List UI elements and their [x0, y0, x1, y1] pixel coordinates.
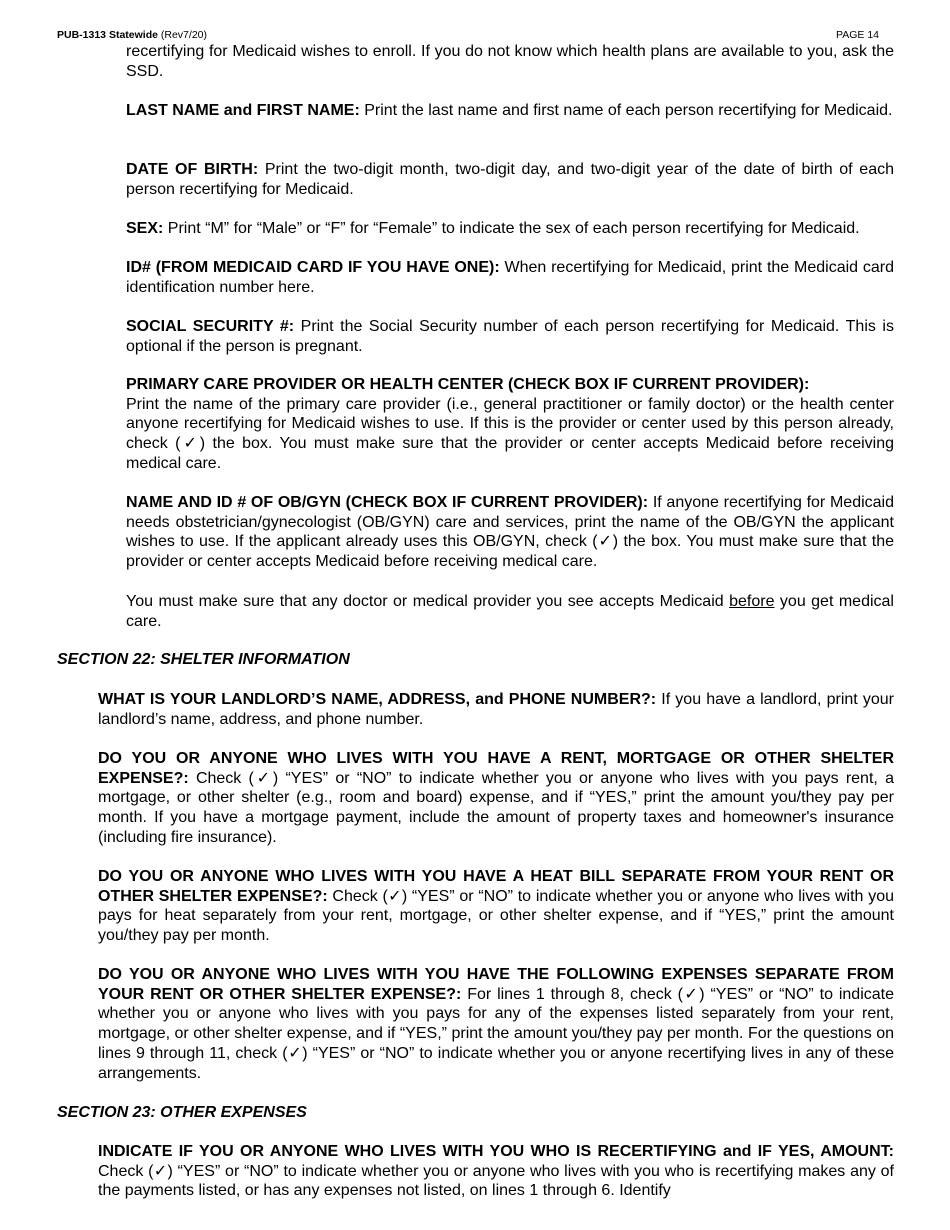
landlord-paragraph [98, 690, 894, 729]
rent-label: DO YOU OR ANYONE WHO LIVES WITH YOU HAVE A RENT, MORTGAGE OR OTHER SHELTER EXPENSE?: [98, 750, 894, 787]
landlord-text: If you have a landlord, print your landlord’s name, address, and phone number. [98, 691, 895, 728]
last-first-name-label: LAST NAME and FIRST NAME: [126, 102, 360, 119]
indicate-text: Check (✓) “YES” or “NO” to indicate whether you or anyone who lives with you who is recertifying makes any of the payments listed, or has any expenses not listed, on lines 1 through 6. Identify [98, 1162, 894, 1200]
form-id-header [57, 29, 207, 41]
primary-care-paragraph [126, 375, 894, 474]
following-expenses-label: DO YOU OR ANYONE WHO LIVES WITH YOU HAVE THE FOLLOWING EXPENSES SEPARATE FROM YOUR RENT OR OTHER SHELTER EXPENSE?: [98, 966, 894, 1003]
intro-continued: recertifying for Medicaid wishes to enroll. If you do not know which health plans are available to you, ask the SSD. [126, 43, 894, 80]
heat-label: DO YOU OR ANYONE WHO LIVES WITH YOU HAVE A HEAT BILL SEPARATE FROM YOUR RENT OR OTHER SHELTER EXPENSE?: [98, 868, 894, 905]
date-of-birth-label: DATE OF BIRTH: [126, 161, 259, 178]
last-first-name-paragraph [126, 101, 894, 121]
rent-text: Check (✓) “YES” or “NO” to indicate whether you or anyone who lives with you pays rent, a mortgage, or other shelter (e.g., room and board) expense, and if “YES,” print the amount you/they pay per month. If you have a mortgage payment, include the amount of property taxes and homeowner's insurance (including fire insurance). [98, 769, 894, 846]
primary-care-label: PRIMARY CARE PROVIDER OR HEALTH CENTER (CHECK BOX IF CURRENT PROVIDER): [126, 376, 810, 393]
ssn-text: Print the Social Security number of each person recertifying for Medicaid. This is optional if the person is pregnant. [126, 318, 894, 355]
id-number-paragraph [126, 258, 894, 297]
sex-label: SEX: [126, 220, 164, 237]
date-of-birth-paragraph [126, 160, 894, 199]
accepts-note-pre: You must make sure that any doctor or medical provider you see accepts Medicaid [126, 593, 730, 610]
rent-paragraph [98, 749, 894, 848]
landlord-label: WHAT IS YOUR LANDLORD’S NAME, ADDRESS, and PHONE NUMBER?: [98, 691, 657, 708]
indicate-label: INDICATE IF YOU OR ANYONE WHO LIVES WITH YOU WHO IS RECERTIFYING and IF YES, AMOUNT: [98, 1143, 894, 1160]
last-first-name-text: Print the last name and first name of each person recertifying for Medicaid. [364, 102, 893, 119]
heat-text: Check (✓) “YES” or “NO” to indicate whether you or anyone who lives with you pays for heat separately from your rent, mortgage, or other shelter expense, and if “YES,” print the amount you/they pay per month. [98, 887, 894, 945]
page-number: PAGE 14 [836, 29, 879, 41]
obgyn-label: NAME AND ID # OF OB/GYN (CHECK BOX IF CURRENT PROVIDER): [126, 494, 649, 511]
primary-care-text: Print the name of the primary care provider (i.e., general practitioner or family doctor) or the health center anyone recertifying for Medicaid wishes to use. If this is the provider or center used by this person already, check (✓) the box. You must make sure that the provider or center accepts Medicaid before receiving medical care. [126, 395, 894, 472]
section-22-title: SECTION 22: SHELTER INFORMATION [57, 651, 350, 668]
id-number-label: ID# (FROM MEDICAID CARD IF YOU HAVE ONE): [126, 259, 500, 276]
accepts-note-post: you get medical care. [126, 593, 894, 630]
section-23-title: SECTION 23: OTHER EXPENSES [57, 1104, 307, 1121]
date-of-birth-text: Print the two-digit month, two-digit day, and two-digit year of the date of birth of each person recertifying for Medicaid. [126, 161, 895, 198]
heat-paragraph [98, 867, 894, 946]
accepts-medicaid-note [126, 592, 894, 631]
ssn-paragraph [126, 317, 894, 356]
form-revision: (Rev7/20) [160, 29, 207, 41]
obgyn-paragraph [126, 493, 894, 572]
form-id: PUB-1313 Statewide [57, 29, 158, 41]
ssn-label: SOCIAL SECURITY #: [126, 318, 295, 335]
sex-text: Print “M” for “Male” or “F” for “Female” to indicate the sex of each person recertifying for Medicaid. [167, 220, 860, 237]
id-number-text: When recertifying for Medicaid, print the Medicaid card identification number here. [126, 259, 894, 296]
indicate-paragraph [98, 1142, 894, 1201]
sex-paragraph [126, 219, 894, 239]
following-expenses-paragraph [98, 965, 894, 1083]
following-expenses-text: For lines 1 through 8, check (✓) “YES” or “NO” to indicate whether you or anyone who lives with you pays for any of the expenses listed separately from your rent, mortgage, or other shelter expense, and if “YES,” print the amount you/they pay per month. For the questions on lines 9 through 11, check (✓) “YES” or “NO” to indicate whether you or anyone recertifying lives in any of these arrangements. [98, 985, 894, 1082]
accepts-note-before: before [729, 593, 775, 610]
obgyn-text: If anyone recertifying for Medicaid needs obstetrician/gynecologist (OB/GYN) care and services, print the name of the OB/GYN the applicant wishes to use. If the applicant already uses this OB/GYN, check (✓) the box. You must make sure that the provider or center accepts Medicaid before receiving medical care. [126, 494, 894, 571]
